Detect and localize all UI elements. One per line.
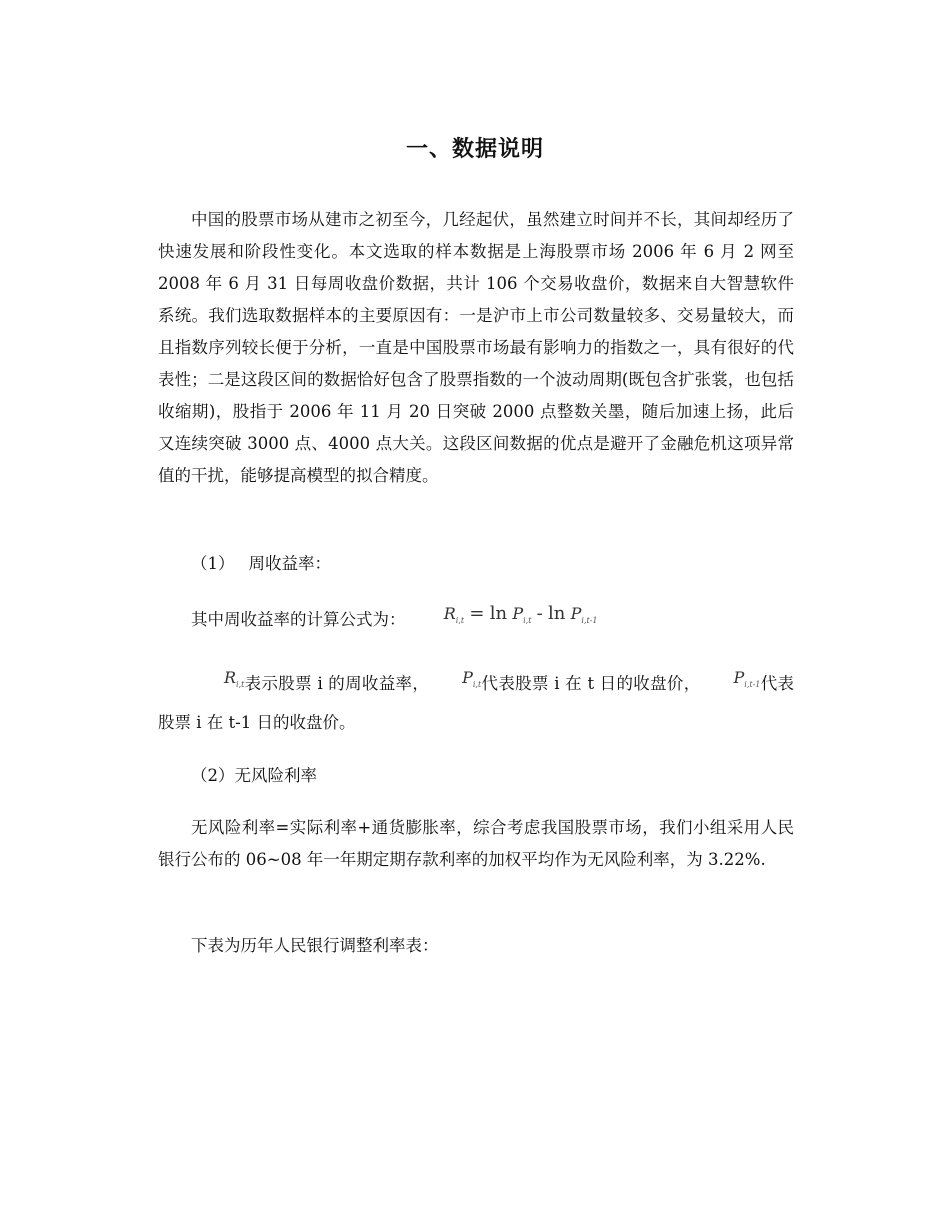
paragraph-text: 中国的股票市场从建市之初至今，几经起伏，虽然建立时间并不长，其间却经历了快速发展和阶段性变化。本文选取的样本数据是上海股票市场 2006 年 6 月 2 网至 2008 年 6 月 31 日每周收盘价数据，共计 106 个交易收盘价，数据来自大智慧软件系统。我们选取数据样本的主要原因有：一是沪市上市公司数量较多、交易量较大，而且指数序列较长便于分析，一直是中国股票市场最有影响力的指数之一，具有很好的代表性；二是这段区间的数据恰好包含了股票指数的一个波动周期(既包含扩张裳，也包括收缩期)，股指于 2006 年 11 月 20 日突破 2000 点整数关墨，随后加速上扬，此后又连续突破 3000 点、4000 点大关。这段区间数据的优点是避开了金融危机这项异常值的干扰，能够提高模型的拟合精度。: [158, 210, 794, 485]
symbol-p-t-minus-1: $P_{i,t-1}$: [733, 668, 761, 689]
symbol-r: $R_{i,t}$: [224, 668, 245, 689]
definition-text-3: 代表股票 i 在 t-1 日的收盘价。: [158, 674, 795, 732]
subheading-weekly-return: [158, 548, 794, 580]
symbol-p-t: $P_{i,t}$: [462, 668, 482, 689]
paragraph-risk-free-rate: 无风险利率=实际利率+通货膨胀率，综合考虑我国股票市场，我们小组采用人民银行公布的 06~08 年一年期定期存款利率的加权平均作为无风险利率，为 3.22%.: [158, 818, 794, 869]
paragraph-table-intro: 下表为历年人民银行调整利率表：: [191, 936, 439, 955]
return-formula: $R_{i,t} = \ln P_{i,t} - \ln P_{i,t-1}$: [443, 603, 598, 625]
subheading-number: （1）: [191, 554, 235, 573]
definition-text-2: 代表股票 i 在 t 日的收盘价，: [481, 674, 701, 693]
definition-text-1: 表示股票 i 的周收益率，: [244, 674, 430, 693]
section-title: 一、数据说明: [405, 137, 544, 162]
paragraph-data-source: [158, 204, 794, 492]
subheading-risk-free-rate: （2）无风险利率: [191, 766, 317, 785]
paragraph-variable-definitions: [158, 668, 794, 739]
formula-lead-text: 其中周收益率的计算公式为：: [191, 610, 406, 629]
subheading-text: 周收益率：: [248, 554, 331, 573]
formula-line: [158, 604, 794, 643]
